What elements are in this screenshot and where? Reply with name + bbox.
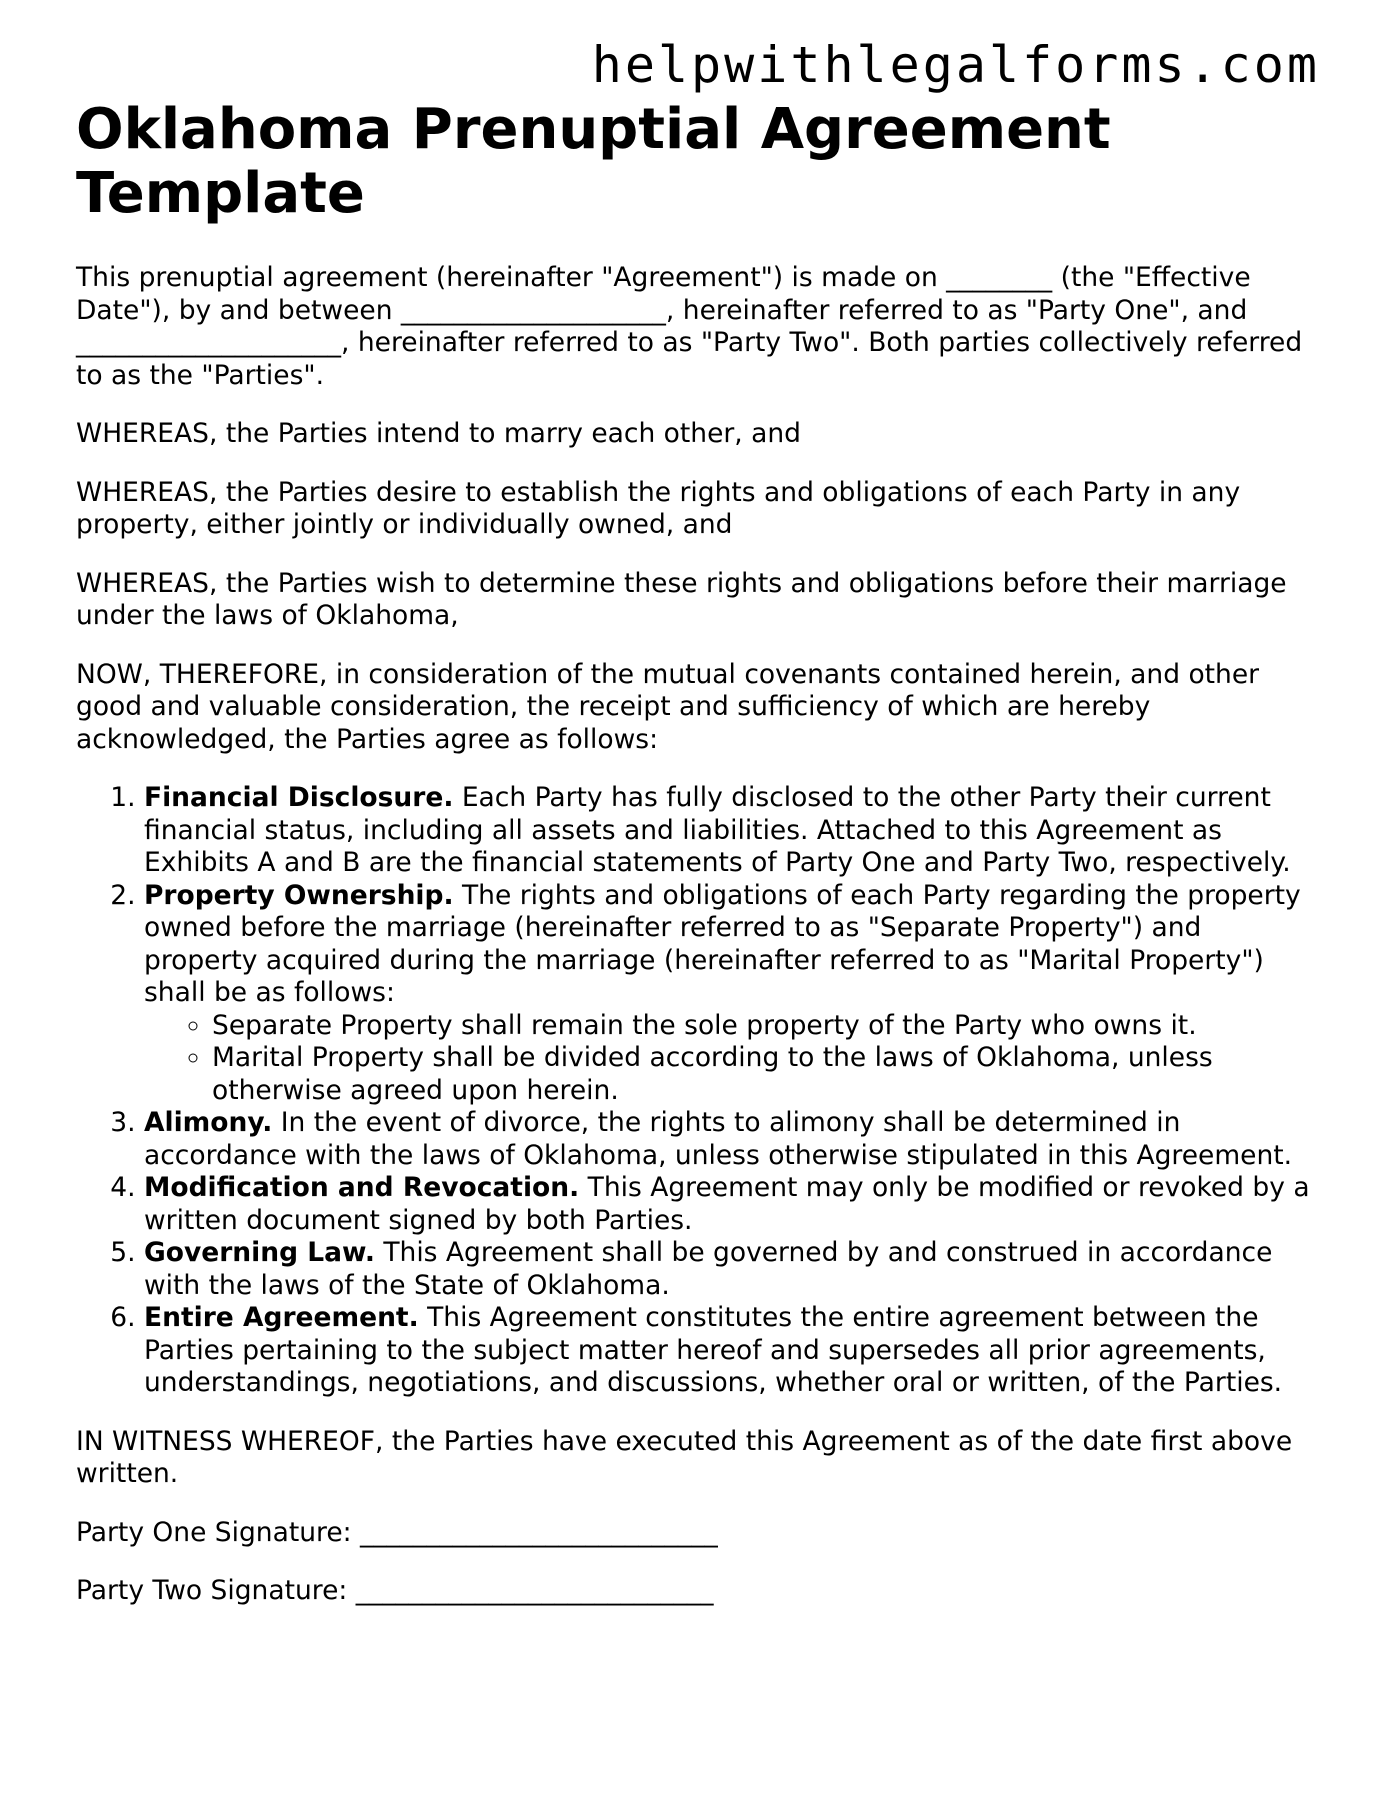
whereas-paragraph: WHEREAS, the Parties desire to establish the rights and obligations of each Party in any property, either jointly or individually owned, and [76, 476, 1241, 540]
witness-paragraph: IN WITNESS WHEREOF, the Parties have executed this Agreement as of the date first above written. [76, 1425, 1293, 1489]
clause-item [144, 880, 1316, 1108]
clause-heading: Alimony. [144, 1107, 273, 1138]
clause-heading: Financial Disclosure. [144, 782, 454, 813]
now-therefore-paragraph: NOW, THEREFORE, in consideration of the mutual covenants contained herein, and other good and valuable consideration, the receipt and sufficiency of which are hereby acknowledged, the Parties agree as follows: [76, 658, 1260, 755]
clause-text: This Agreement constitutes the entire agreement between the Parties pertaining to the subject matter hereof and supersedes all prior agreements, understandings, negotiations, and discussions, whether oral or written, of the Parties. [144, 1302, 1283, 1398]
clause-text: This Agreement shall be governed by and construed in accordance with the laws of the State of Oklahoma. [144, 1237, 1273, 1301]
clause-sublist [144, 1010, 1316, 1108]
agreement-body [76, 262, 1316, 1634]
clause-heading: Entire Agreement. [144, 1302, 419, 1333]
clause-heading: Property Ownership. [144, 879, 454, 911]
page-title: Oklahoma Prenuptial Agreement Template [76, 97, 1111, 226]
clause-text: Each Party has fully disclosed to the other Party their current financial status, including all assets and liabilities. Attached to this Agreement as Exhibits A and B are the financial statements of Party One and Party Two, respectively. [144, 782, 1291, 878]
clause-text: This Agreement may only be modified or revoked by a written document signed by both Parties. [144, 1172, 1310, 1236]
party-one-signature-line: Party One Signature: ___________________________ [76, 1516, 718, 1548]
clause-heading: Modification and Revocation. [144, 1172, 580, 1203]
whereas-paragraph: WHEREAS, the Parties wish to determine these rights and obligations before their marriage under the laws of Oklahoma, [76, 567, 1287, 631]
clause-item [144, 1237, 1316, 1302]
clause-item [144, 1107, 1316, 1172]
site-watermark: helpwithlegalforms.com [591, 36, 1320, 94]
clause-subitem: ◦ Marital Property shall be divided according to the laws of Oklahoma, unless otherwise agreed upon herein. [212, 1042, 1316, 1107]
clause-item [144, 782, 1316, 880]
clause-text: The rights and obligations of each Party regarding the property owned before the marriage (hereinafter referred to as "Separate Property") and property acquired during the marriage (hereinafter referred to as "Marital Property") shall be as follows: [144, 879, 1301, 1008]
clauses-list [76, 782, 1316, 1400]
intro-paragraph: This prenuptial agreement (hereinafter "Agreement") is made on ________ (the "Effective Date"), by and between ____________________, hereinafter referred to as "Party One", and ____________________, hereinafter referred to as "Party Two". Both parties collectively referred to as the "Parties". [76, 262, 1303, 391]
clause-item [144, 1172, 1316, 1237]
clause-text: In the event of divorce, the rights to alimony shall be determined in accordance with the laws of Oklahoma, unless otherwise stipulated in this Agreement. [144, 1107, 1293, 1171]
whereas-paragraph: WHEREAS, the Parties intend to marry each other, and [76, 418, 801, 449]
party-two-signature-line: Party Two Signature: ___________________________ [76, 1575, 714, 1606]
clause-heading: Governing Law. [144, 1237, 375, 1268]
clause-item [144, 1302, 1316, 1400]
clause-subitem: ◦ Separate Property shall remain the sole property of the Party who owns it. [212, 1010, 1316, 1043]
